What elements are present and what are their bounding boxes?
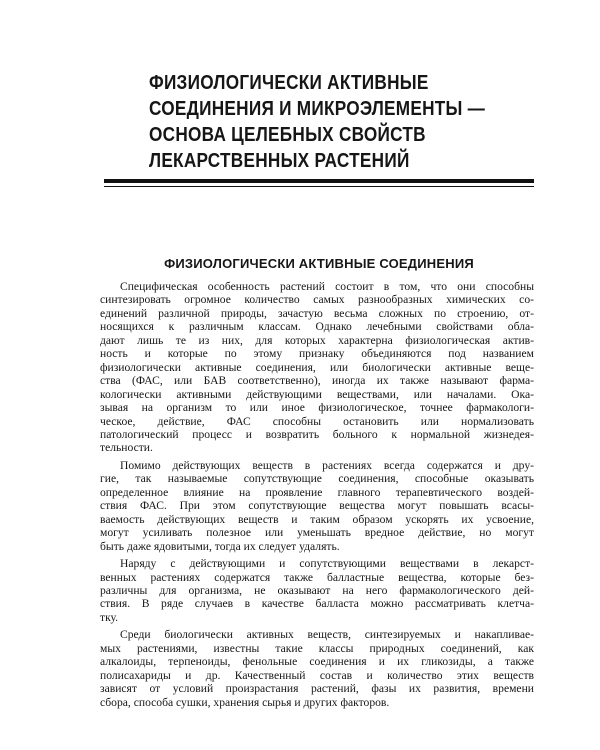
text-line: носящихся к различным классам. Однако лечебными свойствами обла-	[100, 320, 534, 334]
paragraph	[100, 628, 534, 709]
text-line: Среди биологически активных веществ, синтезируемых и накапливае-	[120, 628, 534, 642]
chapter-title-line: ОСНОВА ЦЕЛЕБНЫХ СВОЙСТВ	[149, 124, 426, 146]
chapter-title-line: ФИЗИОЛОГИЧЕСКИ АКТИВНЫЕ	[149, 72, 429, 94]
text-line: единений различной природы, зачастую весьма сложных по строению, от-	[100, 306, 534, 320]
chapter-title-line: СОЕДИНЕНИЯ И МИКРОЭЛЕМЕНТЫ —	[149, 98, 486, 120]
text-line: полисахариды и др. Качественный состав и количество этих веществ	[100, 668, 534, 682]
title-divider-thick	[104, 179, 534, 183]
text-line: ствия ФАС. При этом сопутствующие вещества могут повышать всасы-	[100, 499, 534, 513]
text-line: быть даже ядовитыми, тогда их следует удалять.	[100, 539, 340, 553]
text-line: зывая на организм то или иное физиологическое, точнее фармакологи-	[100, 401, 534, 415]
section-heading: ФИЗИОЛОГИЧЕСКИ АКТИВНЫЕ СОЕДИНЕНИЯ	[164, 256, 474, 271]
text-line: ства (ФАС, или БАВ соответственно), иногда их также называют фарма-	[100, 374, 534, 388]
paragraph	[100, 557, 534, 624]
text-line: физиологически активные соединения, или биологически активные веще-	[100, 360, 534, 374]
text-line: гие, так называемые сопутствующие соединения, способные оказывать	[100, 472, 534, 486]
text-line: определенное влияние на проявление главного терапевтического воздей-	[100, 485, 534, 499]
chapter-title	[149, 70, 486, 174]
text-line: кологически активными действующими веществами, или началами. Ока-	[100, 387, 534, 401]
text-line: синтезировать огромное количество самых разнообразных химических со-	[100, 293, 534, 307]
text-line: сбора, способа сушки, хранения сырья и других факторов.	[100, 695, 390, 709]
text-line: дают лишь те из них, для которых характерна физиологическая актив-	[100, 333, 534, 347]
text-line: могут усиливать полезное или уменьшать вредное действие, но могут	[100, 526, 534, 540]
paragraph	[100, 459, 534, 553]
paragraph	[100, 280, 534, 455]
text-line: мых растениями, известны такие классы природных соединений, как	[100, 641, 534, 655]
text-line: венных растениях содержатся также балластные вещества, которые без-	[100, 570, 534, 584]
body-text	[100, 280, 534, 713]
text-line: Специфическая особенность растений состоит в том, что они способны	[120, 280, 534, 293]
title-divider-thin	[104, 186, 534, 187]
text-line: ствия. В ряде случаев в качестве балласта можно рассматривать клетча-	[100, 597, 534, 611]
text-line: зависят от условий произрастания растений, фазы их развития, времени	[100, 682, 534, 696]
text-line: алкалоиды, терпеноиды, фенольные соединения и их гликозиды, а также	[100, 655, 534, 669]
chapter-title-line: ЛЕКАРСТВЕННЫХ РАСТЕНИЙ	[149, 150, 410, 172]
text-line: тельности.	[100, 441, 153, 455]
text-line: различны для организма, не оказывают на него фармакологического дей-	[100, 583, 534, 597]
text-line: патологический процесс и возвратить больного к нормальной жизнедея-	[100, 427, 534, 441]
text-line: тку.	[100, 610, 119, 624]
text-line: ческое, действие, ФАС способны остановить или нормализовать	[100, 414, 534, 428]
text-line: Помимо действующих веществ в растениях всегда содержатся и дру-	[120, 458, 534, 472]
text-line: Наряду с действующими и сопутствующими веществами в лекарст-	[120, 557, 534, 571]
text-line: ваемость действующих веществ и таким образом ускорять их усвоение,	[100, 512, 534, 526]
text-line: ность и которые по этому признаку объединяются под названием	[100, 347, 534, 361]
